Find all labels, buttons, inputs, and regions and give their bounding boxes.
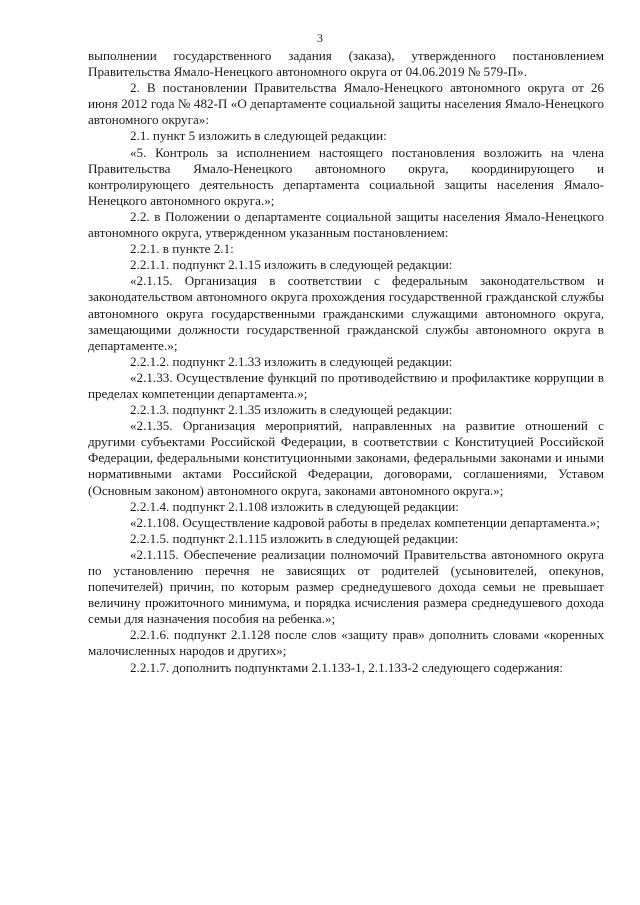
- paragraph: «2.1.15. Организация в соответствии с федеральным законодательством и законодательством автономного округа прохождения государственной гражданской службы автономного округа государственными гражданскими служащими автономного округа, замещающими должности государственной гражданской службы автономного округа в департаменте.»;: [88, 273, 604, 353]
- paragraph: 2.2.1.2. подпункт 2.1.33 изложить в следующей редакции:: [130, 353, 453, 369]
- paragraph: 2.2.1.7. дополнить подпунктами 2.1.133-1, 2.1.133-2 следующего содержания:: [130, 659, 563, 675]
- paragraph: «5. Контроль за исполнением настоящего постановления возложить на члена Правительства Ямало-Ненецкого автономного округа, координирующего и контролирующего деятельность департамента социальной защиты населения Ямало-Ненецкого автономного округа.»;: [88, 144, 604, 208]
- paragraph: 2.2.1.5. подпункт 2.1.115 изложить в следующей редакции:: [130, 530, 459, 546]
- paragraph: 2.2.1.4. подпункт 2.1.108 изложить в следующей редакции:: [130, 498, 459, 514]
- paragraph: 2.2. в Положении о департаменте социальной защиты населения Ямало-Ненецкого автономного округа, утвержденном указанным постановлением:: [88, 208, 604, 241]
- paragraph: 2.2.1.6. подпункт 2.1.128 после слов «защиту прав» дополнить словами «коренных малочисленных народов и других»;: [88, 627, 604, 659]
- page-number: 3: [317, 31, 323, 45]
- paragraph: выполнении государственного задания (заказа), утвержденного постановлением Правительства Ямало-Ненецкого автономного округа от 04.06.2019 № 579-П».: [88, 48, 604, 80]
- paragraph: «2.1.115. Обеспечение реализации полномочий Правительства автономного округа по установлению перечня не зависящих от родителей (усыновителей, опекунов, попечителей) причин, по которым размер среднедушевого дохода семьи не превышает величину прожиточного минимума, и порядка исчисления размера среднедушевого дохода семьи для назначения пособия на ребенка.»;: [88, 546, 604, 627]
- paragraph: 2.1. пункт 5 изложить в следующей редакции:: [130, 128, 387, 144]
- document-body: [88, 48, 604, 676]
- paragraph: «2.1.108. Осуществление кадровой работы в пределах компетенции департамента.»;: [130, 514, 600, 530]
- paragraph: 2.2.1.3. подпункт 2.1.35 изложить в следующей редакции:: [130, 402, 453, 418]
- paragraph: «2.1.35. Организация мероприятий, направленных на развитие отношений с другими субъектами Российской Федерации, в соответствии с Конституцией Российской Федерации, федеральными конституционными законами, федеральными законами и иными нормативными актами Российской Федерации, договорами, соглашениями, Уставом (Основным законом) автономного округа, законами автономного округа.»;: [88, 418, 604, 498]
- paragraph: 2. В постановлении Правительства Ямало-Ненецкого автономного округа от 26 июня 2012 года № 482-П «О департаменте социальной защиты населения Ямало-Ненецкого автономного округа»:: [88, 80, 604, 128]
- paragraph: 2.2.1.1. подпункт 2.1.15 изложить в следующей редакции:: [130, 257, 453, 273]
- paragraph: 2.2.1. в пункте 2.1:: [130, 241, 234, 257]
- paragraph: «2.1.33. Осуществление функций по противодействию и профилактике коррупции в пределах компетенции департамента.»;: [88, 369, 604, 401]
